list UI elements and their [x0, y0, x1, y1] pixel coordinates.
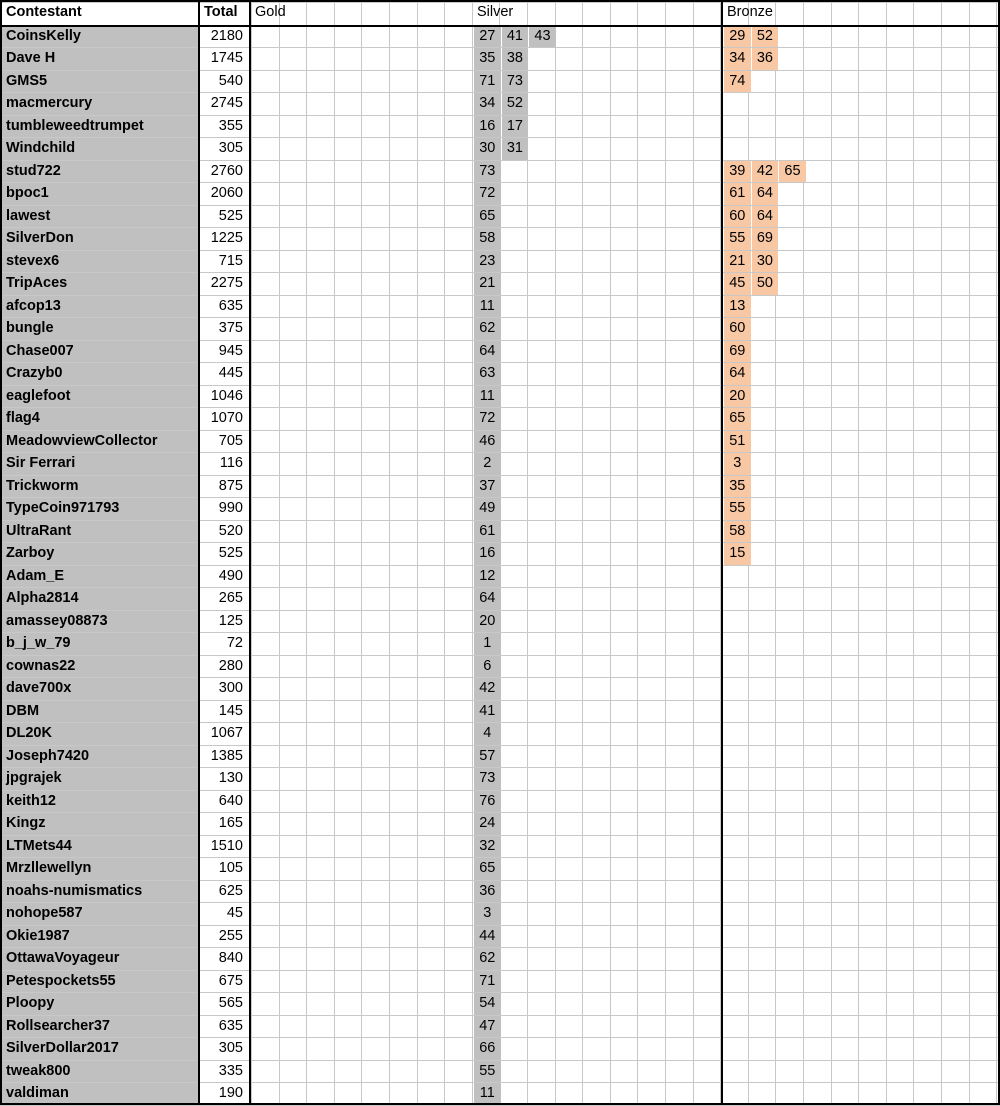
- contestant-name: Rollsearcher37: [2, 1016, 198, 1038]
- gridline-vertical: [941, 0, 942, 1105]
- contestant-name: lawest: [2, 206, 198, 228]
- silver-cell: 52: [502, 93, 529, 115]
- contestant-total: 675: [218, 972, 243, 989]
- silver-cell: 38: [502, 48, 529, 70]
- silver-cell: 72: [474, 183, 501, 205]
- contestant-total: 165: [218, 815, 243, 831]
- gridline-vertical: [996, 0, 997, 1105]
- bronze-cell: 65: [724, 408, 751, 430]
- contestant-name: DBM: [2, 701, 198, 723]
- gridline-vertical: [527, 0, 528, 1105]
- contestant-total: 640: [218, 792, 243, 809]
- contestant-total: 116: [219, 455, 243, 471]
- header-silver: Silver: [477, 4, 514, 20]
- contestant-total: 190: [218, 1085, 243, 1101]
- silver-cell: 62: [474, 948, 501, 970]
- bronze-cell: 60: [724, 318, 751, 340]
- contestant-name: valdiman: [2, 1083, 198, 1105]
- contestant-name: nohope587: [2, 903, 198, 925]
- silver-cell: 44: [474, 926, 501, 948]
- contestant-name: Sir Ferrari: [2, 453, 198, 475]
- contestant-name: Dave H: [2, 48, 198, 70]
- silver-cell: 11: [474, 386, 501, 408]
- silver-cell: 2: [474, 453, 501, 475]
- contestant-name: dave700x: [2, 678, 198, 700]
- border-top: [0, 0, 1000, 2]
- silver-cell: 41: [502, 26, 529, 48]
- silver-cell: 12: [474, 566, 501, 588]
- contestant-name: Petespockets55: [2, 971, 198, 993]
- total-gold-divider: [249, 0, 251, 1105]
- bronze-cell: 55: [724, 498, 751, 520]
- silver-cell: 3: [474, 903, 501, 925]
- silver-cell: 66: [474, 1038, 501, 1060]
- contestant-total: 1385: [210, 747, 243, 764]
- header-contestant: Contestant: [6, 4, 82, 20]
- silver-cell: 34: [474, 93, 501, 115]
- gridline-vertical: [472, 0, 473, 1105]
- contestant-name: TripAces: [2, 273, 198, 295]
- contestant-name: Chase007: [2, 341, 198, 363]
- contestant-name: TypeCoin971793: [2, 498, 198, 520]
- contestant-total: 625: [218, 882, 243, 899]
- contestant-total: 635: [218, 1017, 243, 1034]
- bronze-cell: 58: [724, 521, 751, 543]
- silver-bronze-divider: [721, 0, 723, 1105]
- contestant-total: 72: [226, 635, 243, 651]
- bronze-cell: 51: [724, 431, 751, 453]
- contestant-name: bpoc1: [2, 183, 198, 205]
- contestant-name: LTMets44: [2, 836, 198, 858]
- silver-cell: 1: [474, 633, 501, 655]
- bronze-cell: 35: [724, 476, 751, 498]
- silver-cell: 6: [474, 656, 501, 678]
- bronze-cell: 69: [752, 228, 779, 250]
- bronze-cell: 64: [724, 363, 751, 385]
- contestant-total: 375: [218, 320, 243, 336]
- bronze-cell: 74: [724, 71, 751, 93]
- silver-cell: 47: [474, 1016, 501, 1038]
- name-total-divider: [198, 0, 200, 1105]
- silver-cell: 41: [474, 701, 501, 723]
- silver-cell: 46: [474, 431, 501, 453]
- contestant-total: 490: [218, 567, 243, 584]
- contestant-name: Okie1987: [2, 926, 198, 948]
- contestant-total: 130: [218, 770, 243, 786]
- contestant-name: Ploopy: [2, 993, 198, 1015]
- silver-cell: 61: [474, 521, 501, 543]
- bronze-cell: 39: [724, 161, 751, 183]
- silver-cell: 73: [474, 768, 501, 790]
- silver-cell: 30: [474, 138, 501, 160]
- silver-cell: 37: [474, 476, 501, 498]
- contestant-total: 145: [218, 702, 243, 719]
- gridline-vertical: [858, 0, 859, 1105]
- silver-cell: 35: [474, 48, 501, 70]
- contestant-name: Kingz: [2, 813, 198, 835]
- contestant-total: 1745: [210, 50, 243, 66]
- contestant-name: cownas22: [2, 656, 198, 678]
- contestant-name: macmercury: [2, 93, 198, 115]
- header-total: Total: [204, 4, 238, 20]
- bronze-cell: 15: [724, 543, 751, 565]
- contestant-total: 2060: [210, 185, 243, 201]
- contestant-total: 355: [218, 117, 243, 134]
- contestant-total: 105: [218, 860, 243, 876]
- contestant-name: CoinsKelly: [2, 26, 198, 48]
- silver-cell: 71: [474, 971, 501, 993]
- gridline-vertical: [555, 0, 556, 1105]
- silver-cell: 76: [474, 791, 501, 813]
- gridline-vertical: [417, 0, 418, 1105]
- bronze-cell: 29: [724, 26, 751, 48]
- border-left: [0, 0, 2, 1105]
- gridline-vertical: [693, 0, 694, 1105]
- gridline-vertical: [334, 0, 335, 1105]
- silver-cell: 65: [474, 206, 501, 228]
- silver-cell: 73: [502, 71, 529, 93]
- silver-cell: 72: [474, 408, 501, 430]
- contestant-total: 525: [218, 207, 243, 224]
- bronze-cell: 55: [724, 228, 751, 250]
- bronze-cell: 50: [752, 273, 779, 295]
- bronze-cell: 61: [724, 183, 751, 205]
- contestant-total: 2745: [210, 95, 243, 111]
- contestant-name: tweak800: [2, 1061, 198, 1083]
- gridline-vertical: [251, 0, 252, 1105]
- gridline-vertical: [361, 0, 362, 1105]
- silver-cell: 71: [474, 71, 501, 93]
- contestant-total: 565: [218, 995, 243, 1011]
- silver-cell: 32: [474, 836, 501, 858]
- bronze-cell: 13: [724, 296, 751, 318]
- bronze-cell: 64: [752, 183, 779, 205]
- gridline-vertical: [665, 0, 666, 1105]
- bronze-cell: 52: [752, 26, 779, 48]
- contestant-name: Zarboy: [2, 543, 198, 565]
- header-gold: Gold: [255, 4, 286, 20]
- contestant-name: Mrzllewellyn: [2, 858, 198, 880]
- gridline-vertical: [969, 0, 970, 1105]
- contestant-total: 445: [218, 365, 243, 381]
- contestant-total: 125: [218, 612, 243, 629]
- silver-cell: 58: [474, 228, 501, 250]
- contestant-total: 875: [218, 477, 243, 494]
- gridline-vertical: [831, 0, 832, 1105]
- silver-cell: 36: [474, 881, 501, 903]
- silver-cell: 24: [474, 813, 501, 835]
- bronze-cell: 65: [779, 161, 806, 183]
- contestant-total: 2760: [210, 162, 243, 179]
- contestant-total: 945: [218, 342, 243, 359]
- contestant-total: 990: [218, 500, 243, 516]
- header-bronze: Bronze: [727, 4, 773, 20]
- contestant-name: bungle: [2, 318, 198, 340]
- contestant-total: 305: [218, 1040, 243, 1056]
- silver-cell: 65: [474, 858, 501, 880]
- contestant-name: DL20K: [2, 723, 198, 745]
- contestant-name: stevex6: [2, 251, 198, 273]
- contestant-total: 335: [218, 1062, 243, 1079]
- contestant-total: 540: [218, 72, 243, 89]
- contestant-total: 300: [218, 680, 243, 696]
- contestant-total: 255: [218, 927, 243, 944]
- contestant-total: 45: [226, 905, 243, 921]
- bronze-cell: 69: [724, 341, 751, 363]
- silver-cell: 42: [474, 678, 501, 700]
- silver-cell: 62: [474, 318, 501, 340]
- bronze-cell: 3: [724, 453, 751, 475]
- gridline-vertical: [389, 0, 390, 1105]
- contestant-total: 1225: [210, 230, 243, 246]
- contestant-name: eaglefoot: [2, 386, 198, 408]
- contestant-total: 265: [218, 590, 243, 606]
- contestant-total: 1510: [210, 837, 243, 854]
- contestant-total: 520: [218, 522, 243, 539]
- gridline-vertical: [610, 0, 611, 1105]
- contestant-name: Crazyb0: [2, 363, 198, 385]
- silver-cell: 16: [474, 116, 501, 138]
- bronze-cell: 36: [752, 48, 779, 70]
- contestant-name: MeadowviewCollector: [2, 431, 198, 453]
- silver-cell: 23: [474, 251, 501, 273]
- contestant-name: tumbleweedtrumpet: [2, 116, 198, 138]
- bronze-cell: 20: [724, 386, 751, 408]
- gridline-vertical: [913, 0, 914, 1105]
- contestant-name: UltraRant: [2, 521, 198, 543]
- header-bottom-border: [0, 25, 1000, 27]
- contestant-total: 635: [218, 297, 243, 314]
- bronze-cell: 34: [724, 48, 751, 70]
- contestant-name: GMS5: [2, 71, 198, 93]
- bronze-cell: 45: [724, 273, 751, 295]
- gridline-vertical: [444, 0, 445, 1105]
- contestant-name: SilverDon: [2, 228, 198, 250]
- contestant-total: 2180: [210, 27, 243, 44]
- silver-cell: 57: [474, 746, 501, 768]
- contestant-name: afcop13: [2, 296, 198, 318]
- contestant-name: stud722: [2, 161, 198, 183]
- contestant-name: Adam_E: [2, 566, 198, 588]
- contestant-name: jpgrajek: [2, 768, 198, 790]
- contestant-name: noahs-numismatics: [2, 881, 198, 903]
- bronze-cell: 21: [724, 251, 751, 273]
- silver-cell: 11: [474, 296, 501, 318]
- silver-cell: 64: [474, 341, 501, 363]
- contestant-name: Windchild: [2, 138, 198, 160]
- gridline-vertical: [886, 0, 887, 1105]
- contestant-total: 525: [218, 545, 243, 561]
- contestant-name: amassey08873: [2, 611, 198, 633]
- bronze-cell: 42: [752, 161, 779, 183]
- contestant-total: 1070: [210, 410, 243, 426]
- contestant-total: 715: [218, 252, 243, 269]
- contestant-name: SilverDollar2017: [2, 1038, 198, 1060]
- contestant-name: Trickworm: [2, 476, 198, 498]
- silver-cell: 4: [474, 723, 501, 745]
- silver-cell: 43: [529, 26, 556, 48]
- bronze-cell: 60: [724, 206, 751, 228]
- silver-cell: 31: [502, 138, 529, 160]
- silver-cell: 55: [474, 1061, 501, 1083]
- silver-cell: 49: [474, 498, 501, 520]
- silver-cell: 17: [502, 116, 529, 138]
- gridline-vertical: [306, 0, 307, 1105]
- contestant-name: Joseph7420: [2, 746, 198, 768]
- gridline-vertical: [637, 0, 638, 1105]
- silver-cell: 73: [474, 161, 501, 183]
- contestant-total: 705: [218, 432, 243, 449]
- contestant-name: Alpha2814: [2, 588, 198, 610]
- gridline-vertical: [279, 0, 280, 1105]
- silver-cell: 11: [474, 1083, 501, 1105]
- contestant-name: flag4: [2, 408, 198, 430]
- contestant-name: keith12: [2, 791, 198, 813]
- contestant-total: 2275: [210, 275, 243, 291]
- silver-cell: 20: [474, 611, 501, 633]
- contestant-total: 1067: [210, 725, 243, 741]
- silver-cell: 27: [474, 26, 501, 48]
- contestant-total: 1046: [210, 387, 243, 404]
- contestant-total: 280: [218, 657, 243, 674]
- silver-cell: 64: [474, 588, 501, 610]
- bronze-cell: 30: [752, 251, 779, 273]
- silver-cell: 16: [474, 543, 501, 565]
- contestant-total: 840: [218, 950, 243, 966]
- silver-cell: 21: [474, 273, 501, 295]
- gridline-vertical: [582, 0, 583, 1105]
- silver-cell: 63: [474, 363, 501, 385]
- bronze-cell: 64: [752, 206, 779, 228]
- silver-cell: 54: [474, 993, 501, 1015]
- contestant-total: 305: [218, 140, 243, 156]
- contestant-name: OttawaVoyageur: [2, 948, 198, 970]
- contestant-name: b_j_w_79: [2, 633, 198, 655]
